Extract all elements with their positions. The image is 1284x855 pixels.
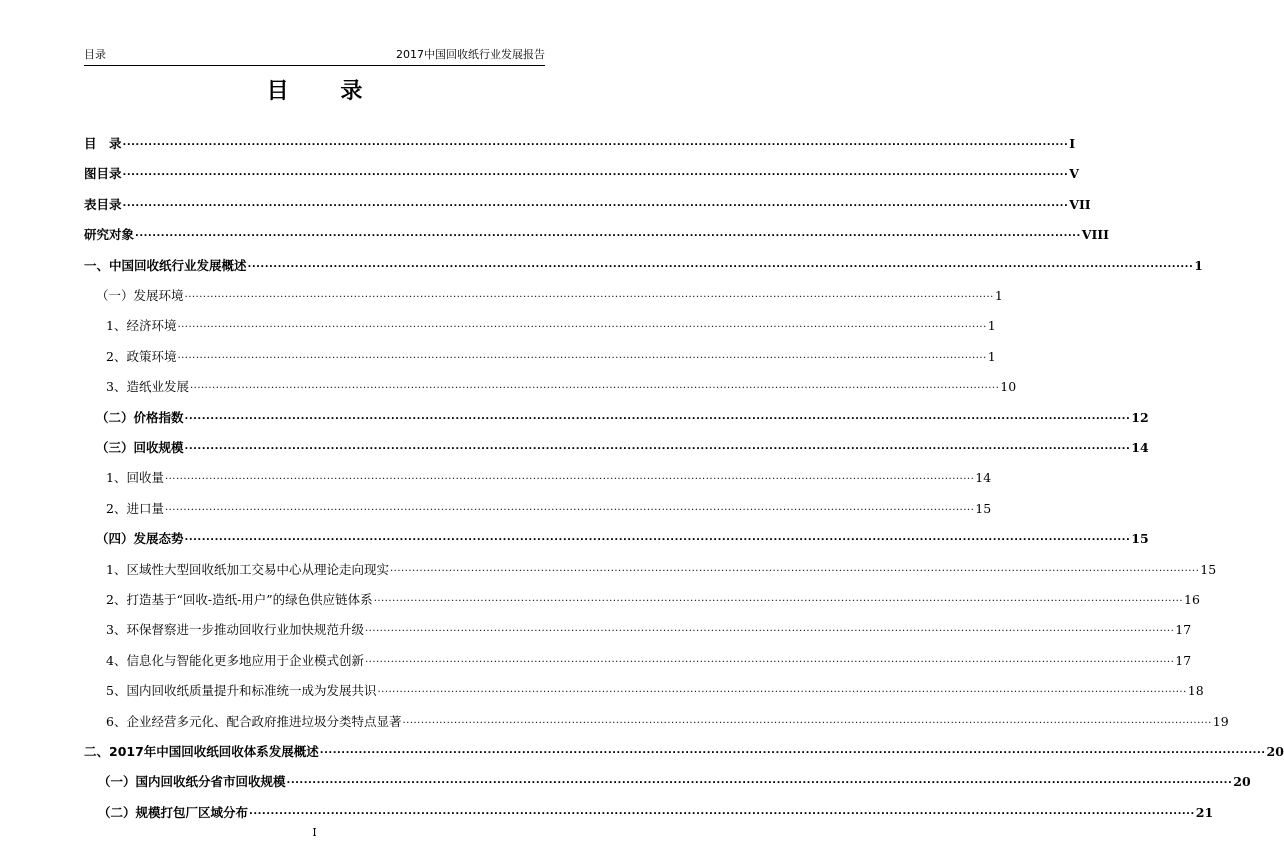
toc-leader-dots: ............................................................................................................................................................................................................................ xyxy=(164,471,975,483)
toc-entry-page: 14 xyxy=(975,470,992,486)
toc-leader-dots: ............................................................................................................................................................................................................................ xyxy=(319,745,1266,756)
toc-leader-dots: ............................................................................................................................................................................................................................ xyxy=(184,441,1131,452)
toc-entry[interactable] xyxy=(84,254,1203,274)
toc-entry[interactable] xyxy=(84,284,1003,304)
toc-entry-label: （二）价格指数 xyxy=(96,409,184,425)
toc-entry[interactable] xyxy=(84,406,1149,426)
toc-entry[interactable] xyxy=(84,649,1192,669)
header-left: 目录 xyxy=(84,48,106,61)
toc-entry-page: 18 xyxy=(1187,683,1204,699)
toc-entry-label: （四）发展态势 xyxy=(96,531,184,547)
toc-entry-page: 20 xyxy=(1266,744,1284,759)
toc-leader-dots: ............................................................................................................................................................................................................................ xyxy=(373,593,1184,604)
toc-entry[interactable] xyxy=(84,345,996,365)
header-rule xyxy=(84,65,545,66)
toc-entry[interactable] xyxy=(84,466,992,486)
toc-entry-page: 1 xyxy=(1194,257,1203,273)
toc-entry[interactable] xyxy=(84,588,1200,608)
toc-entry-page: 12 xyxy=(1131,409,1149,425)
toc-entry-label: 6、企业经营多元化、配合政府推进垃圾分类特点显著 xyxy=(106,713,402,729)
toc-leader-dots: ............................................................................................................................................................................................................................ xyxy=(402,714,1212,726)
toc-entry-label: （二）规模打包厂区域分布 xyxy=(98,804,249,820)
toc-entry[interactable] xyxy=(84,679,1204,699)
toc-entry-label: 表目录 xyxy=(84,196,122,212)
toc-entry[interactable] xyxy=(84,497,992,517)
toc-leader-dots: ............................................................................................................................................................................................................................ xyxy=(135,228,1081,240)
toc-entry[interactable] xyxy=(84,710,1229,730)
toc-entry-label: （三）回收规模 xyxy=(96,440,184,455)
toc-entry-label: 1、区域性大型回收纸加工交易中心从理论走向现实 xyxy=(106,561,389,577)
toc-leader-dots: ............................................................................................................................................................................................................................ xyxy=(184,410,1131,422)
toc-entry-label: 3、造纸业发展 xyxy=(106,379,189,395)
toc-entry[interactable] xyxy=(84,162,1079,182)
toc-entry-label: 目 录 xyxy=(84,136,122,151)
toc-entry-page: 17 xyxy=(1175,622,1192,638)
toc-entry-page: 1 xyxy=(987,318,996,334)
toc-entry-label: 2、政策环境 xyxy=(106,348,177,364)
toc-entry[interactable] xyxy=(84,801,1214,821)
toc-entry-page: 15 xyxy=(975,500,992,516)
toc-leader-dots: ............................................................................................................................................................................................................................ xyxy=(122,167,1069,179)
toc-entry[interactable] xyxy=(84,527,1149,547)
toc-entry-label: 二、2017年中国回收纸回收体系发展概述 xyxy=(84,744,319,759)
toc-entry-page: 1 xyxy=(994,288,1003,303)
toc-leader-dots: ............................................................................................................................................................................................................................ xyxy=(122,137,1069,148)
toc-entry-page: VIII xyxy=(1081,227,1110,243)
toc-entry-page: 10 xyxy=(1000,379,1017,395)
toc-entry-label: 一、中国回收纸行业发展概述 xyxy=(84,257,247,273)
toc-leader-dots: ............................................................................................................................................................................................................................ xyxy=(364,653,1175,665)
toc-entry-page: 15 xyxy=(1200,561,1217,577)
toc-entry-label: （一）发展环境 xyxy=(96,288,184,303)
toc-leader-dots: ............................................................................................................................................................................................................................ xyxy=(184,532,1131,544)
toc-entry[interactable] xyxy=(84,618,1192,638)
toc-entry-label: 3、环保督察进一步推动回收行业加快规范升级 xyxy=(106,622,364,638)
toc-entry-label: 研究对象 xyxy=(84,227,135,243)
toc-leader-dots: ............................................................................................................................................................................................................................ xyxy=(377,684,1187,696)
toc-entry-label: 5、国内回收纸质量提升和标准统一成为发展共识 xyxy=(106,683,377,699)
toc-leader-dots: ............................................................................................................................................................................................................................ xyxy=(184,289,994,300)
page-number: I xyxy=(312,826,317,839)
toc-entry-page: 20 xyxy=(1233,774,1251,790)
toc-leader-dots: ............................................................................................................................................................................................................................ xyxy=(247,258,1194,270)
page-title: 目 录 xyxy=(266,79,385,104)
toc-entry-page: 19 xyxy=(1212,713,1229,729)
header-right: 2017中国回收纸行业发展报告 xyxy=(396,48,545,61)
toc-entry-page: 16 xyxy=(1184,592,1200,607)
toc-leader-dots: ............................................................................................................................................................................................................................ xyxy=(286,775,1233,787)
toc-leader-dots: ............................................................................................................................................................................................................................ xyxy=(122,197,1069,209)
toc-leader-dots: ............................................................................................................................................................................................................................ xyxy=(189,380,1000,392)
toc-leader-dots: ............................................................................................................................................................................................................................ xyxy=(177,319,987,331)
toc-entry-page: 15 xyxy=(1131,531,1149,547)
toc-leader-dots: ............................................................................................................................................................................................................................ xyxy=(164,501,975,513)
toc-entry-label: 2、打造基于“回收-造纸-用户”的绿色供应链体系 xyxy=(106,592,373,607)
toc-entry-label: 2、进口量 xyxy=(106,500,164,516)
toc-entry[interactable] xyxy=(84,132,1076,152)
toc-entry[interactable] xyxy=(84,314,996,334)
toc-entry[interactable] xyxy=(84,436,1149,456)
toc-entry[interactable] xyxy=(84,193,1091,213)
toc-entry-label: 4、信息化与智能化更多地应用于企业模式创新 xyxy=(106,652,364,668)
toc-entry-page: VII xyxy=(1069,196,1091,212)
toc-entry-page: 21 xyxy=(1195,804,1214,820)
toc-entry-page: V xyxy=(1069,166,1079,182)
toc-entry-page: 14 xyxy=(1131,440,1149,455)
toc-entry[interactable] xyxy=(84,740,1284,760)
toc-leader-dots: ............................................................................................................................................................................................................................ xyxy=(177,349,987,361)
toc-entry-label: 1、经济环境 xyxy=(106,318,177,334)
toc-leader-dots: ............................................................................................................................................................................................................................ xyxy=(364,623,1175,635)
toc-entry-page: 1 xyxy=(987,348,996,364)
toc-entry-label: 图目录 xyxy=(84,166,122,182)
toc-entry[interactable] xyxy=(84,223,1110,243)
toc-entry-label: （一）国内回收纸分省市回收规模 xyxy=(98,774,286,790)
toc-entry[interactable] xyxy=(84,558,1217,578)
toc-entry-page: 17 xyxy=(1175,652,1192,668)
toc-leader-dots: ............................................................................................................................................................................................................................ xyxy=(389,562,1200,574)
toc-leader-dots: ............................................................................................................................................................................................................................ xyxy=(249,805,1195,817)
toc-entry[interactable] xyxy=(84,770,1251,790)
toc-entry-page: I xyxy=(1069,136,1076,151)
toc-entry-label: 1、回收量 xyxy=(106,470,164,486)
toc-entry[interactable] xyxy=(84,375,1017,395)
